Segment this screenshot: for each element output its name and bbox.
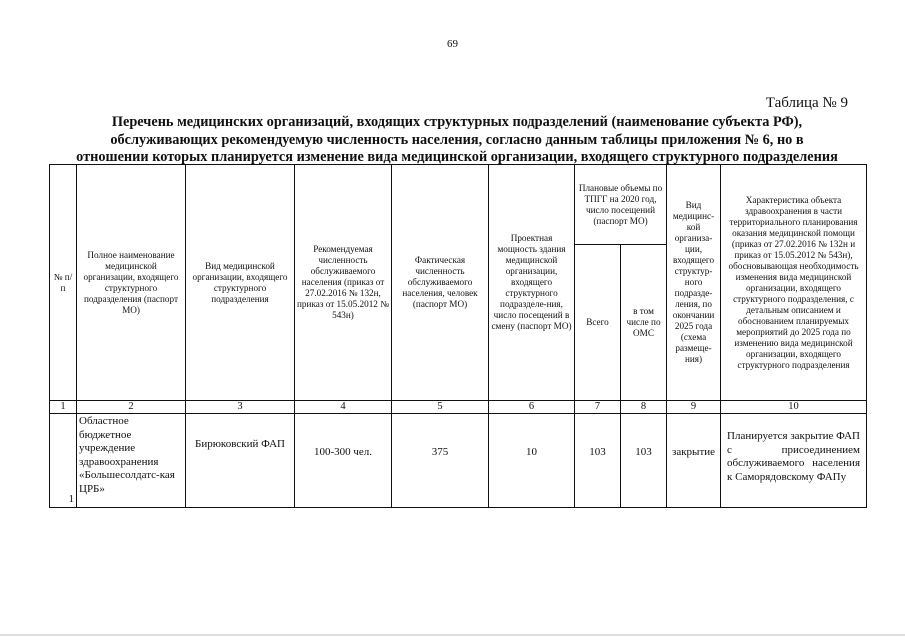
header-type-after-2025: Вид медицинс-кой организа-ции, входящего структур-ного подразде-ления, по окончании 2025 года (схема размеще-ния) [667, 165, 721, 401]
header-number: № п/п [50, 165, 77, 401]
page-number: 69 [447, 38, 458, 50]
recommended-population-cell: 100-300 чел. [295, 414, 392, 508]
column-number: 8 [621, 401, 667, 414]
title-line-2: обслуживающих рекомендуемую численность населения, согласно данным таблицы приложения № 6, но в [110, 131, 804, 148]
header-total: Всего [575, 245, 621, 401]
header-characteristics: Характеристика объекта здравоохранения в части территориального планирования оказания медицинской помощи (приказ от 27.02.2016 № 132н и приказ от 15.05.2012 № 543н), обосновывающая необходимость изменения вида медицинской организации, входящего структурного подразделения, с детальным описанием и обоснованием планируемых мероприятий до 2025 года по изменению вида медицинской организации, входящего структурного подразделения [721, 165, 867, 401]
title-line-3: отношении которых планируется изменение вида медицинской организации, входящего структурного подразделения [76, 149, 838, 165]
header-actual-population: Фактическая численность обслуживаемого населения, человек (паспорт МО) [392, 165, 489, 401]
characteristics-cell: Планируется закрытие ФАП с присоединением обслуживаемого населения к Саморядовскому ФАПу [721, 414, 867, 508]
column-number: 4 [295, 401, 392, 414]
column-number: 10 [721, 401, 867, 414]
header-recommended-population: Рекомендуемая численность обслуживаемого населения (приказ от 27.02.2016 № 132н, приказ от 15.05.2012 № 543н) [295, 165, 392, 401]
header-design-capacity: Проектная мощность здания медицинской организации, входящего структурного подразделе-ния, число посещений в смену (паспорт МО) [489, 165, 575, 401]
header-oms: в том числе по ОМС [621, 245, 667, 401]
header-planned-volumes: Плановые объемы по ТПГГ на 2020 год, число посещений (паспорт МО) [575, 165, 667, 245]
column-number: 1 [50, 401, 77, 414]
table-row [50, 414, 867, 508]
header-org-type: Вид медицинской организации, входящего структурного подразделения [186, 165, 295, 401]
table-label: Таблица № 9 [765, 95, 848, 111]
header-org-name: Полное наименование медицинской организации, входящего структурного подразделения (паспорт МО) [77, 165, 186, 401]
scan-edge-line [0, 634, 905, 636]
column-number: 7 [575, 401, 621, 414]
type-after-2025-cell: закрытие [667, 414, 721, 508]
title-line-1: Перечень медицинских организаций, входящих структурных подразделений (наименование субъекта РФ), [111, 114, 803, 130]
row-number: 1 [50, 414, 77, 508]
column-number: 5 [392, 401, 489, 414]
org-type-cell: Бирюковский ФАП [186, 414, 295, 508]
org-name-cell: Областное бюджетное учреждение здравоохранения «Большесолдатс-кая ЦРБ» [77, 414, 186, 508]
design-capacity-cell: 10 [489, 414, 575, 508]
actual-population-cell: 375 [392, 414, 489, 508]
column-number: 3 [186, 401, 295, 414]
column-number: 9 [667, 401, 721, 414]
column-number: 6 [489, 401, 575, 414]
oms-visits-cell: 103 [621, 414, 667, 508]
total-visits-cell: 103 [575, 414, 621, 508]
document-title [48, 114, 866, 167]
column-number: 2 [77, 401, 186, 414]
organizations-table [49, 164, 867, 508]
